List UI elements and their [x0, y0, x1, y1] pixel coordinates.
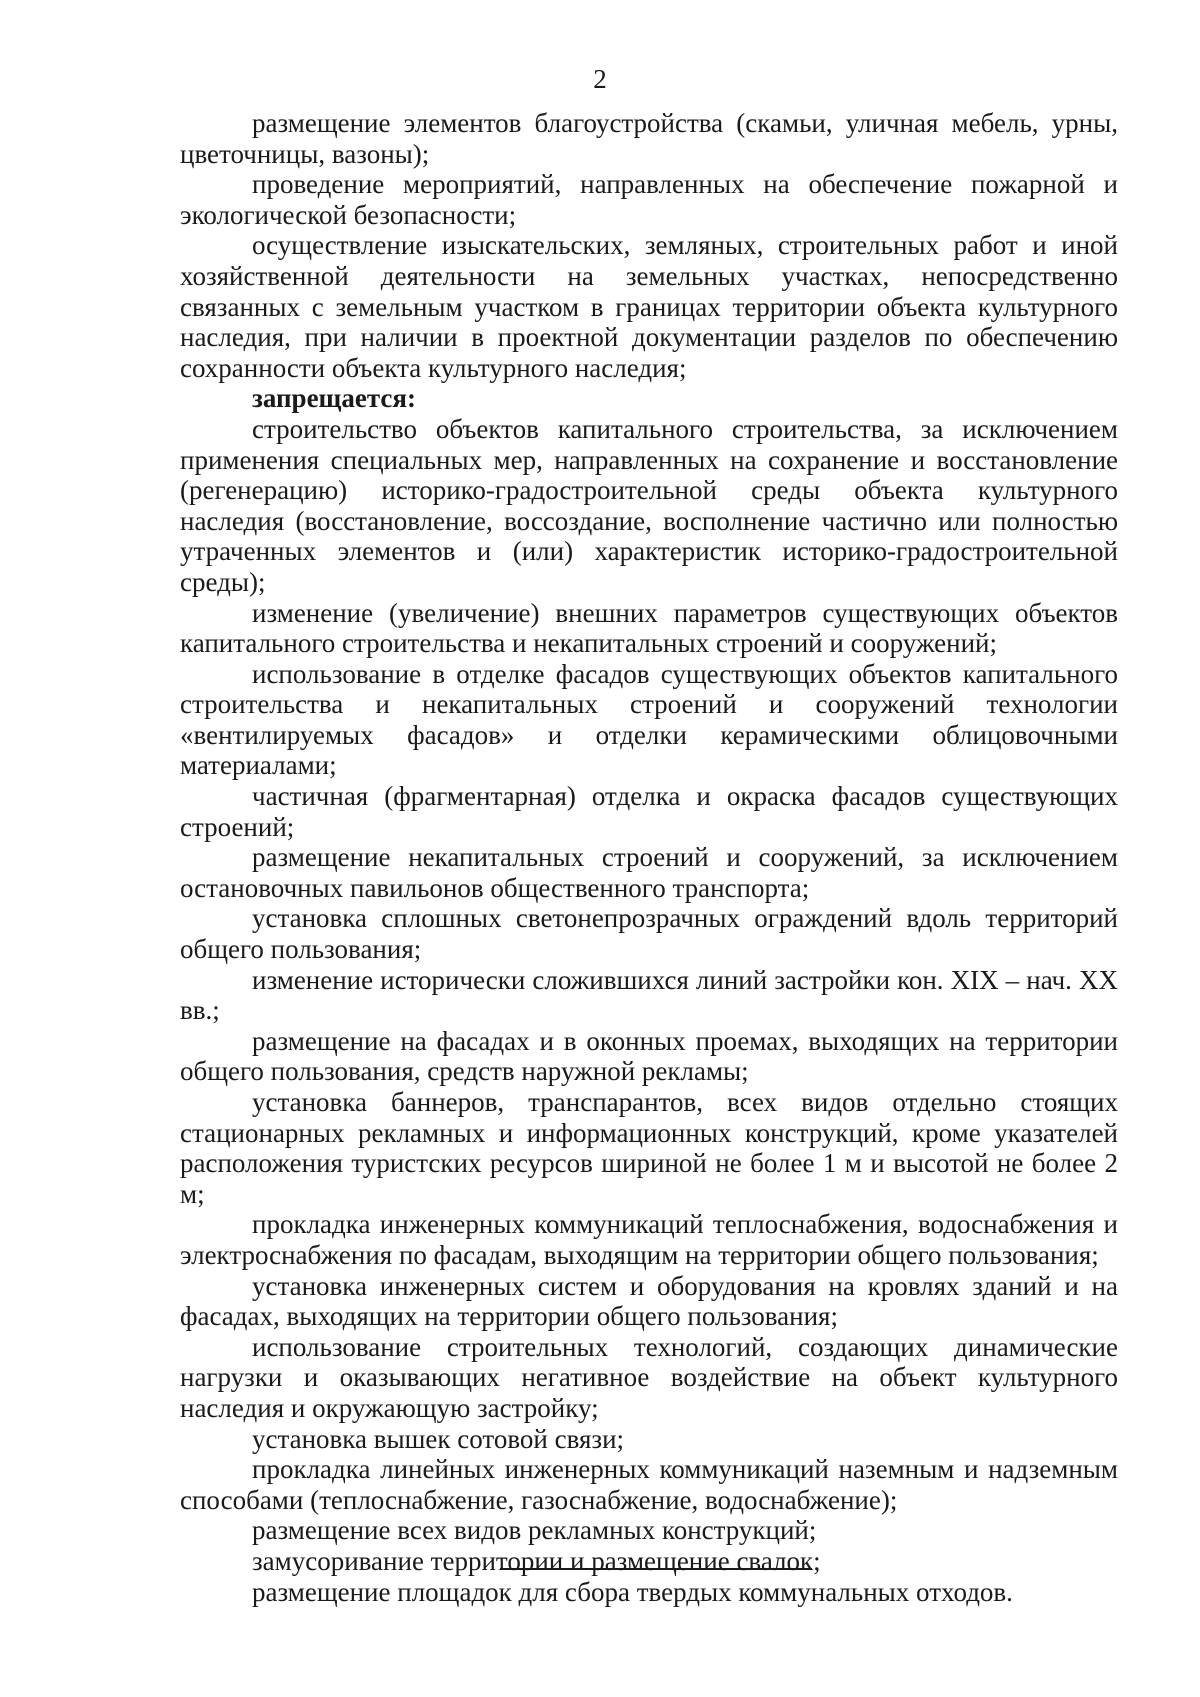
- paragraph-linear-utilities: прокладка линейных инженерных коммуникаций наземным и надземным способами (теплоснабжение, газоснабжение, водоснабжение);: [180, 1454, 1118, 1515]
- paragraph-dynamic-loads: использование строительных технологий, создающих динамические нагрузки и оказывающих негативное воздействие на объект культурного наследия и окружающую застройку;: [180, 1331, 1118, 1423]
- paragraph-fire-safety: проведение мероприятий, направленных на обеспечение пожарной и экологической безопасности;: [180, 169, 1118, 230]
- paragraph-capital-construction: строительство объектов капитального строительства, за исключением применения специальных мер, направленных на сохранение и восстановление (регенерацию) историко-градостроительной среды объекта культурного наследия (восстановление, воссоздание, восполнение частично или полностью утраченных элементов и (или) характеристик историко-градостроительной среды);: [180, 413, 1118, 597]
- paragraph-ventilated-facades: использование в отделке фасадов существующих объектов капитального строительства и некапитальных строений и сооружений технологии «вентилируемых фасадов» и отделки керамическими облицовочными материалами;: [180, 658, 1118, 781]
- paragraph-banners: установка баннеров, транспарантов, всех видов отдельно стоящих стационарных рекламных и информационных конструкций, кроме указателей расположения туристских ресурсов шириной не более 1 м и высотой не более 2 м;: [180, 1087, 1118, 1209]
- paragraph-outdoor-advertising: размещение на фасадах и в оконных проемах, выходящих на территории общего пользования, средств наружной рекламы;: [180, 1025, 1118, 1087]
- paragraph-landscaping-elements: размещение элементов благоустройства (скамьи, уличная мебель, урны, цветочницы, вазоны);: [180, 108, 1118, 169]
- paragraph-waste-sites: размещение площадок для сбора твердых коммунальных отходов.: [252, 1576, 1013, 1607]
- paragraph-littering: замусоривание территории и размещение свалок;: [252, 1545, 821, 1576]
- paragraph-roof-systems: установка инженерных систем и оборудования на кровлях зданий и на фасадах, выходящих на территории общего пользования;: [180, 1270, 1118, 1332]
- paragraph-survey-works: осуществление изыскательских, земляных, строительных работ и иной хозяйственной деятельности на земельных участках, непосредственно связанных с земельным участком в границах территории объекта культурного наследия, при наличии в проектной документации разделов по обеспечению сохранности объекта культурного наследия;: [180, 230, 1118, 383]
- page-number: 2: [593, 64, 607, 94]
- section-heading-prohibited: запрещается:: [252, 383, 417, 414]
- paragraph-building-lines: изменение исторически сложившихся линий застройки кон. XIX – нач. XX вв.;: [180, 964, 1118, 1026]
- paragraph-solid-fences: установка сплошных светонепрозрачных ограждений вдоль территорий общего пользования;: [180, 903, 1118, 965]
- document-body: [180, 108, 1118, 1607]
- paragraph-non-capital-structures: размещение некапитальных строений и сооружений, за исключением остановочных павильонов общественного транспорта;: [180, 842, 1118, 903]
- paragraph-partial-finishing: частичная (фрагментарная) отделка и окраска фасадов существующих строений;: [180, 781, 1118, 842]
- paragraph-cell-towers: установка вышек сотовой связи;: [252, 1423, 625, 1454]
- paragraph-external-parameters: изменение (увеличение) внешних параметров существующих объектов капитального строительства и некапитальных строений и сооружений;: [180, 597, 1118, 659]
- closing-divider-line: [500, 1568, 812, 1570]
- paragraph-utility-lines-facades: прокладка инженерных коммуникаций теплоснабжения, водоснабжения и электроснабжения по фасадам, выходящим на территории общего пользования;: [180, 1209, 1118, 1270]
- paragraph-advertising-structures: размещение всех видов рекламных конструкций;: [252, 1515, 817, 1546]
